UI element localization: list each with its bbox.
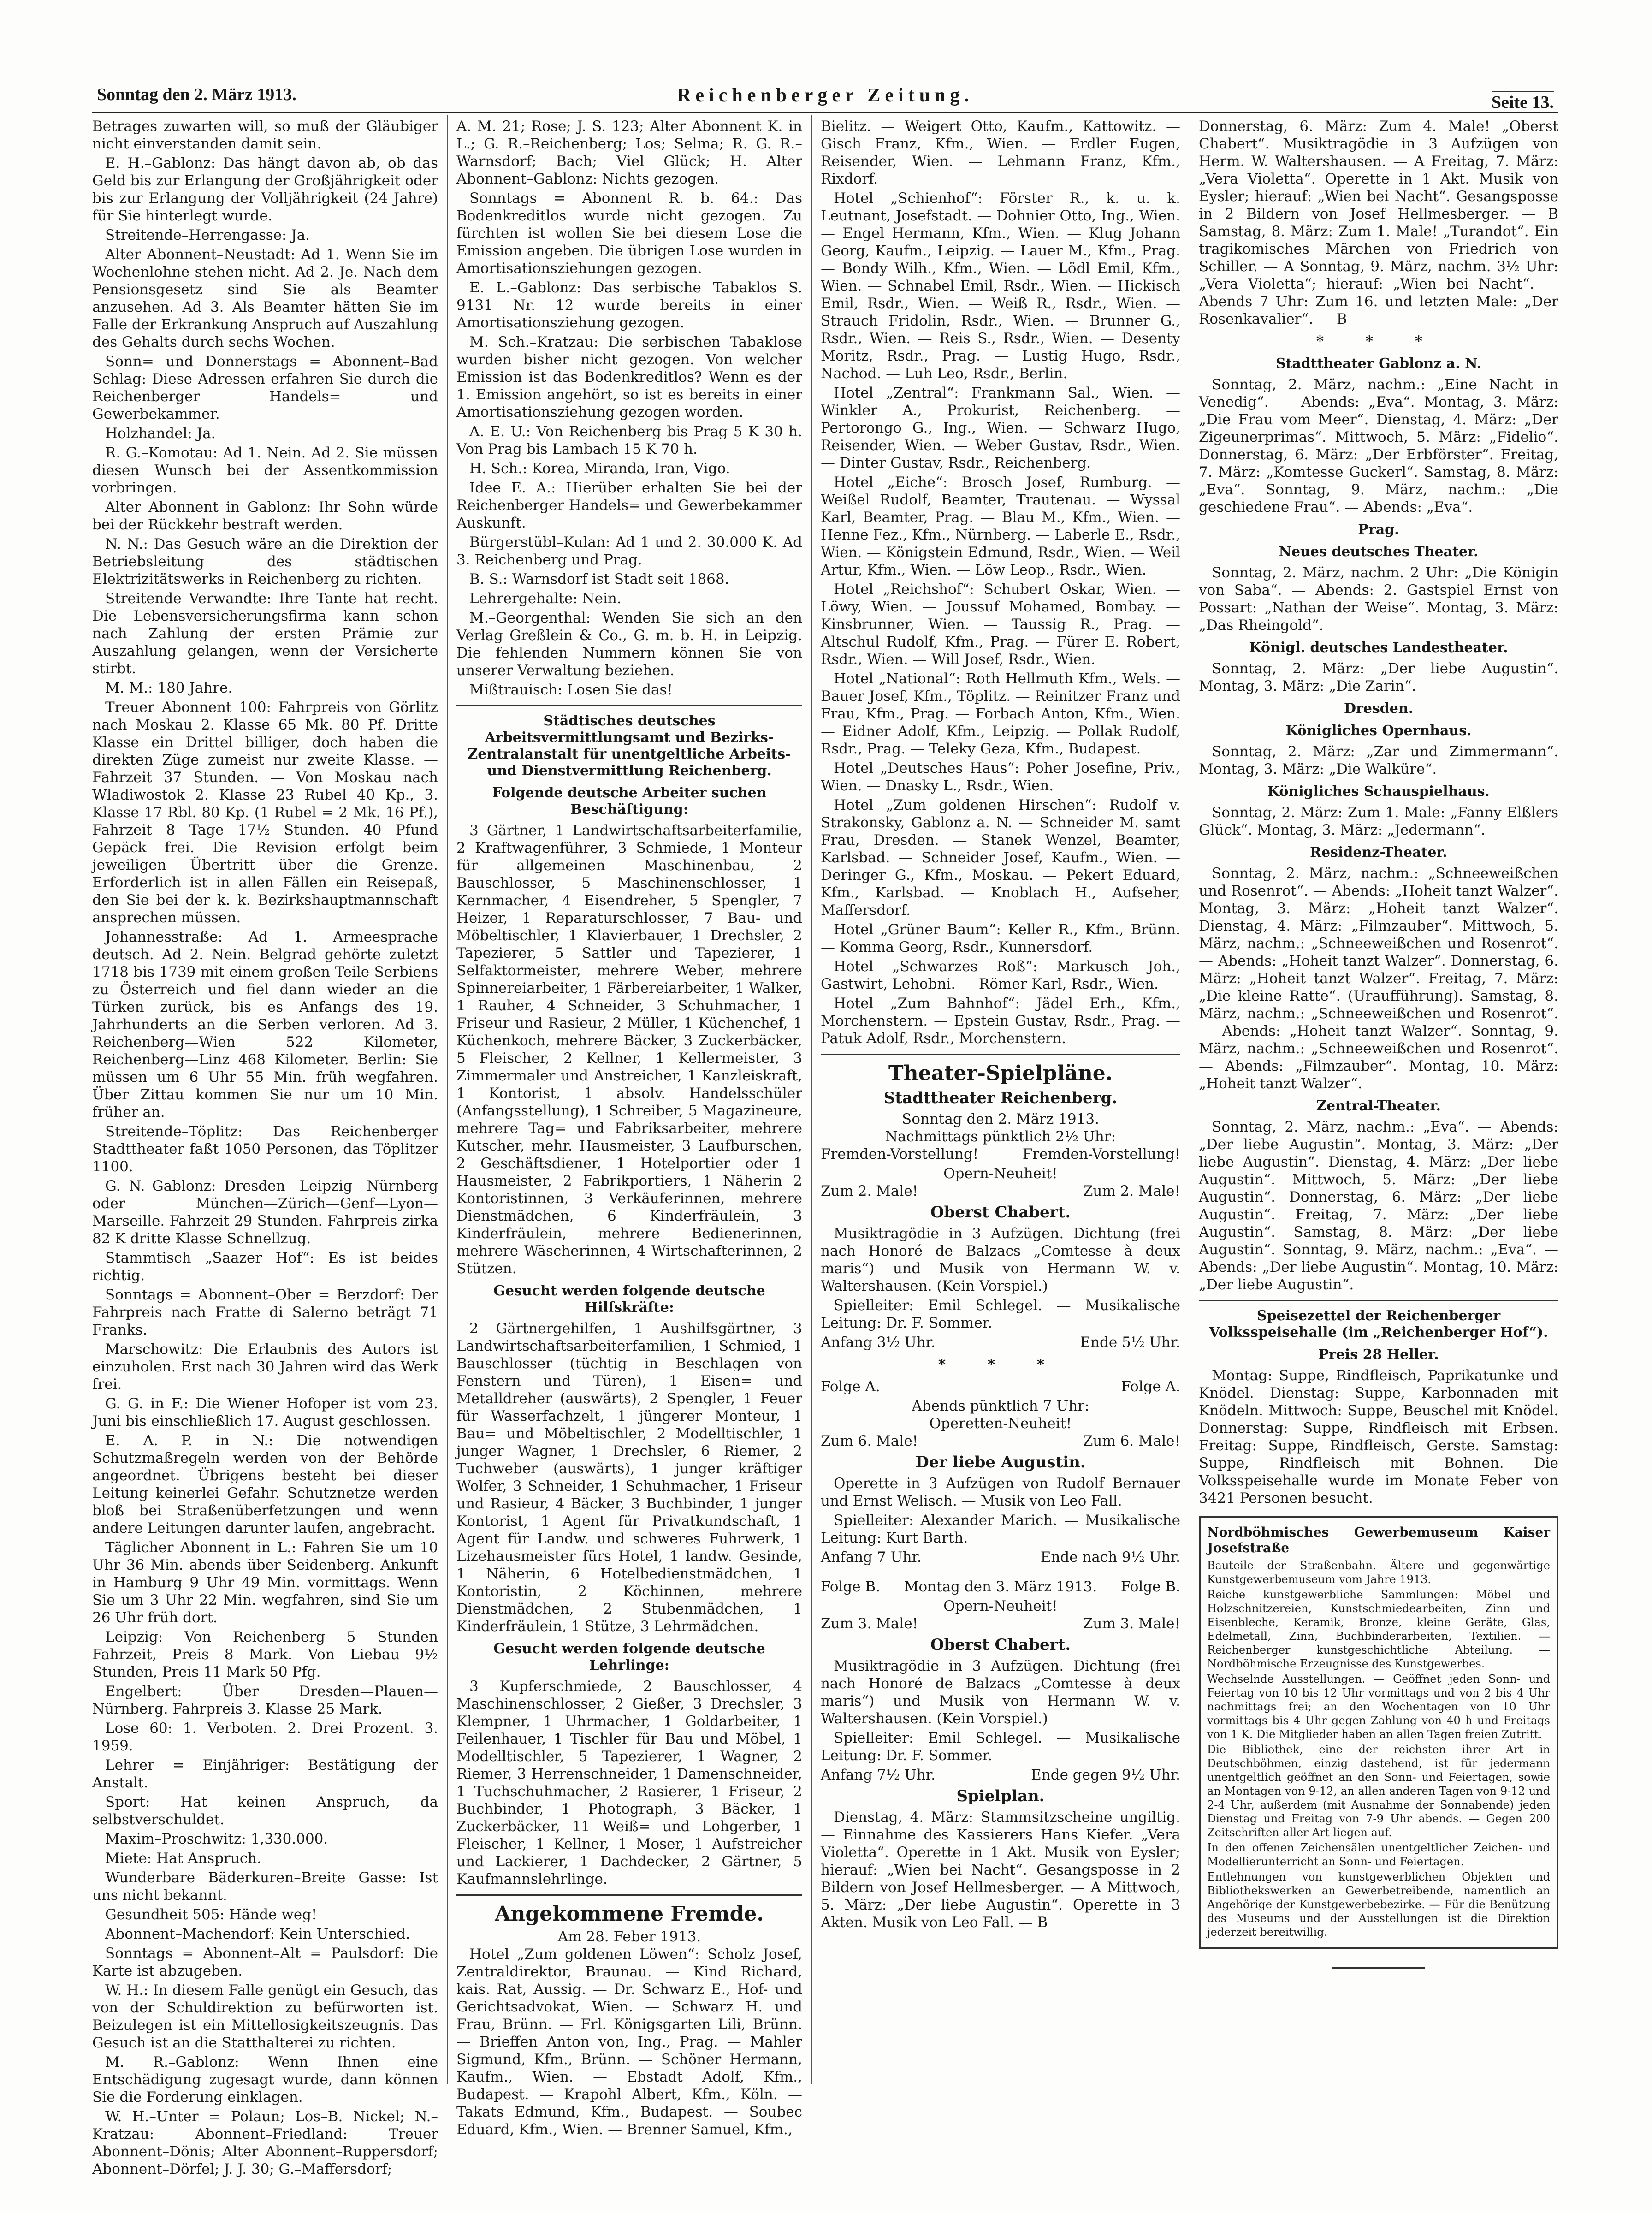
- museum-title: Nordböhmisches Gewerbemuseum Kaiser Josefstraße: [1207, 1525, 1550, 1555]
- spielplan-text: Dienstag, 4. März: Stammsitzscheine ungiltig. — Einnahme des Kassierers Hans Kiefer. „Vera Violetta“. Operette in 1 Akt. Musik von Eysler; hierauf: „Wien bei Nacht“. Gesangsposse in 2 Bildern von Josef Hellmesberger. — A Mittwoch, 5. März: „Der liebe Augustin“. Operette in 3 Akten. Musik von Leo Fall. — B: [821, 1809, 1180, 1931]
- answer-paragraph: Alter Abonnent in Gablonz: Ihr Sohn würde bei der Rückkehr bestraft werden.: [92, 499, 438, 533]
- column-divider: [447, 115, 448, 2084]
- answer-paragraph: Abonnent–Machendorf: Kein Unterschied.: [105, 1926, 410, 1942]
- play-staff: Spielleiter: Emil Schlegel. — Musikalische Leitung: Dr. F. Sommer.: [821, 1297, 1180, 1331]
- program-row: [821, 1549, 1180, 1566]
- column-divider: [811, 115, 812, 2084]
- answer-paragraph: Holzhandel: Ja.: [105, 425, 216, 442]
- hotel-guest-list: Hotel „Schienhof“: Förster R., k. u. k. Leutnant, Josefstadt. — Dohnier Otto, Ing., Wien. — Engel Hermann, Kfm., Wien. — Klug Johann Georg, Kaufm., Leipzig. — Lauer M., Kfm., Prag. — Bondy Wilh., Kfm., Wien. — Lödl Emil, Kfm., Wien. — Schnabel Emil, Rsdr., Wien. — Hickisch Emil, Rsdr., Wien. — Weiß R., Rsdr., Wien. — Strauch Fridolin, Rsdr., Wien. — Brunner G., Rsdr., Wien. — Reis S., Rsdr., Wien. — Desenty Moritz, Rsdr., Prag. — Lustig Hugo, Rsdr., Nachod. — Luh Leo, Rsdr., Berlin.: [821, 190, 1180, 382]
- program-row: [821, 1334, 1180, 1351]
- theater-program: Sonntag, 2. März: „Der liebe Augustin“. Montag, 3. März: „Die Zarin“.: [1199, 660, 1558, 694]
- row-right: Ende gegen 9½ Uhr.: [1031, 1767, 1180, 1783]
- theater-program: Sonntag, 2. März: Zum 1. Male: „Fanny Elßlers Glück“. Montag, 3. März: „Jedermann“.: [1199, 804, 1558, 838]
- hotel-guest-list: Hotel „Zum goldenen Hirschen“: Rudolf v. Strakonsky, Gablonz a. N. — Schneider M. samt Frau, Dresden. — Stanek Wenzel, Beamter, Karlsbad. — Schneider Josef, Kaufm., Wien. — Deringer G., Kfm., Moskau. — Pekert Eduard, Kfm., Karlsbad. — Knoblach H., Aufseher, Maffersdorf.: [821, 797, 1180, 919]
- answer-paragraph: M. M.: 180 Jahre.: [105, 680, 233, 696]
- page-header: [97, 84, 1554, 112]
- museum-text: Entlehnungen von kunstgewerblichen Objekten und Bibliothekswerken an Gewerbetreibende, namentlich an Angehörige der Kunstgewerbebezirke. — Für die Benützung des Museums und der Ausstellungen ist die Direktion jederzeit bereitwillig.: [1207, 1870, 1550, 1939]
- answer-paragraph: Idee E. A.: Hierüber erhalten Sie bei der Reichenberger Handels= und Gewerbekammer Auskunft.: [456, 480, 802, 531]
- separator-stars: * * *: [1316, 333, 1441, 350]
- hotel-guest-list: Hotel „National“: Roth Hellmuth Kfm., Wels. — Bauer Josef, Kfm., Töplitz. — Reinitzer Franz und Frau, Kfm., Prag. — Forbach Anton, Kfm., Wien. — Eidner Adolf, Kfm., Leipzig. — Pollak Rudolf, Rsdr., Prag. — Teleky Geza, Kfm., Budapest.: [821, 670, 1180, 757]
- play-staff: Spielleiter: Emil Schlegel. — Musikalische Leitung: Dr. F. Sommer.: [821, 1730, 1180, 1764]
- arbeitsamt-list: 3 Kupferschmiede, 2 Bauschlosser, 4 Maschinenschlosser, 2 Gießer, 3 Drechsler, 3 Klempner, 1 Uhrmacher, 1 Goldarbeiter, 1 Feilenhauer, 1 Tischler für Bau und Möbel, 1 Modelltischler, 5 Tapezierer, 1 Wagner, 2 Riemer, 3 Herrenschneider, 1 Damenschneider, 1 Tuchschuhmacher, 2 Rasierer, 1 Friseur, 2 Buchbinder, 1 Photograph, 3 Bäcker, 1 Zuckerbäcker, 11 Weiß= und Lohgerber, 1 Fleischer, 1 Kellner, 1 Moser, 1 Aufstreicher und Lackierer, 1 Dachdecker, 2 Gärtner, 5 Kaufmannslehrlinge.: [456, 1678, 802, 1887]
- answer-paragraph: Streitende Verwandte: Ihre Tante hat recht. Die Lebensversicherungsfirma kann schon nach Zahlung der ersten Prämie zur Auszahlung gelangen, wenn der Versicherte stirbt.: [92, 590, 438, 677]
- answer-paragraph: E. L.–Gablonz: Das serbische Tabaklos S. 9131 Nr. 12 wurde bereits in einer Amortisationsziehung gezogen.: [456, 279, 802, 331]
- theater-program: Sonntag, 2. März, nachm.: „Eine Nacht in Venedig“. — Abends: „Eva“. Montag, 3. März: „Die Frau vom Meer“. Dienstag, 4. März: „Der Zigeunerprimas“. Mittwoch, 5. März: „Fidelio“. Donnerstag, 6. März: „Der Erbförster“. Freitag, 7. März: „Komtesse Guckerl“. Samstag, 8. März: „Eva“. Sonntag, 9. März, nachm.: „Die geschiedene Frau“. — Abends: „Eva“.: [1199, 376, 1558, 516]
- answer-paragraph: H. Sch.: Korea, Miranda, Iran, Vigo.: [469, 460, 730, 477]
- museum-text: Wechselnde Ausstellungen. — Geöffnet jeden Sonn- und Feiertag von 10 bis 12 Uhr vormittags und von 2 bis 4 Uhr nachmittags frei; an den Wochentagen von 10 Uhr vormittags bis 4 Uhr gegen Zahlung von 40 h und Freitags von 1 K. Die Mitglieder haben an allen Tagen freien Zutritt.: [1207, 1673, 1550, 1741]
- column-1-briefkasten: [92, 118, 438, 2177]
- speisezettel-menu: Montag: Suppe, Rindfleisch, Paprikatunke und Knödel. Dienstag: Suppe, Karbonnaden mit Knödeln. Mittwoch: Suppe, Beuschel mit Knödel. Donnerstag: Suppe, Rindfleisch mit Erbsen. Freitag: Suppe, Rindfleisch, Gerste. Samstag: Suppe, Rindfleisch mit Bohnen. Die Volksspeisehalle wurde im Monate Feber von 3421 Personen besucht.: [1199, 1367, 1558, 1507]
- answer-paragraph: W. H.: In diesem Falle genügt ein Gesuch, das von der Schuldirektion zu befürworten ist. Beizulegen ist ein Mittellosigkeitszeugnis. Das Gesuch ist an die Statthalterei zu richten.: [92, 1982, 438, 2051]
- column-3: [821, 118, 1180, 2080]
- answer-paragraph: Betrages zuwarten will, so muß der Gläubiger nicht einverstanden damit sein.: [92, 118, 438, 152]
- answer-paragraph: Johannesstraße: Ad 1. Armeesprache deutsch. Ad 2. Nein. Belgrad gehörte zuletzt 1718 bis 1739 mit einem großen Teile Serbiens zu Österreich und fiel dann wieder an die Türken zurück, bis es Anfangs des 19. Jahrhunderts an die Serben verloren. Ad 3. Reichenberg—Wien 522 Kilometer, Reichenberg—Linz 468 Kilometer. Berlin: Sie müssen um 6 Uhr 55 Min. früh wegfahren. Über Zittau kommen Sie nur um 10 Min. früher an.: [92, 929, 438, 1121]
- row-left: Anfang 3½ Uhr.: [821, 1334, 936, 1351]
- row-right: Folge A.: [1121, 1378, 1180, 1395]
- header-rule: [92, 112, 1558, 113]
- answer-paragraph: R. G.–Komotau: Ad 1. Nein. Ad 2. Sie müssen diesen Wunsch bei der Assentkommission vorbringen.: [92, 445, 438, 496]
- answer-paragraph: W. H.–Unter = Polaun; Los–B. Nickel; N.–Kratzau: Abonnent–Friedland: Treuer Abonnent–Dönis; Alter Abonnent–Ruppersdorf; Abonnent–Dörfel; J. J. 30; G.–Maffersdorf;: [92, 2108, 438, 2177]
- theater-title-landes: Königl. deutsches Landestheater.: [1249, 640, 1508, 656]
- row-left: Zum 3. Male!: [821, 1615, 918, 1632]
- arbeitsamt-title: Städtisches deutsches Arbeitsvermittlungsamt und Bezirks-Zentralanstalt für unentgeltliche Arbeits- und Dienstvermittlung Reichenberg.: [468, 713, 791, 779]
- section-rule: [456, 705, 802, 706]
- row-right: Folge B.: [1120, 1578, 1180, 1595]
- arbeitsamt-list: 2 Gärtnergehilfen, 1 Aushilfsgärtner, 3 Landwirtschaftsarbeiterfamilien, 1 Schmied, 1 Bauschlosser (tüchtig in Beschlagen von Fenstern und Türen), 1 Eisen= und Metalldreher (auswärts), 2 Spengler, 1 Feuer für Wasserfachzelt, 1 jüngerer Monteur, 1 Bau= und Möbeltischler, 2 Modelltischler, 1 junger Wagner, 1 Drechsler, 6 Riemer, 2 Tuchweber (auswärts), 1 junger kräftiger Wolfer, 3 Schneider, 1 Schuhmacher, 1 Friseur und Rasieur, 4 Bäcker, 3 Buchbinder, 1 junger Kontorist, 1 Agent für Privatkundschaft, 1 Agent für Landw. und schweres Fuhrwerk, 1 Lizehausmeister fürs Hotel, 1 landw. Gesinde, 1 Näherin, 6 Hotelbedienstmädchen, 1 Kontoristin, 2 Köchinnen, mehrere Dienstmädchen, 2 Stubenmädchen, 1 Kinderfräulein, 1 Stütze, 3 Lehrmädchen.: [456, 1320, 802, 1635]
- row-left: Fremden-Vorstellung!: [821, 1146, 979, 1163]
- answer-paragraph: Bürgerstübl–Kulan: Ad 1 und 2. 30.000 K. Ad 3. Reichenberg und Prag.: [456, 534, 802, 568]
- program-row: [821, 1766, 1180, 1784]
- theater-program: Sonntag, 2. März, nachm.: „Schneeweißchen und Rosenrot“. — Abends: „Hoheit tanzt Walzer“. Montag, 3. März: „Hoheit tanzt Walzer“. Dienstag, 4. März: „Filmzauber“. Mittwoch, 5. März, nachm.: „Schneeweißchen und Rosenrot“. — Abends: „Hoheit tanzt Walzer“. Donnerstag, 6. März: „Hoheit tanzt Walzer“. Freitag, 7. März: „Die kleine Ratte“. (Uraufführung). Samstag, 8. März, nachm.: „Schneeweißchen und Rosenrot“. — Abends: „Hoheit tanzt Walzer“. Sonntag, 9. März, nachm.: „Schneeweißchen und Rosenrot“. — Abends: „Filmzauber“. Montag, 10. März: „Hoheit tanzt Walzer“.: [1199, 865, 1558, 1092]
- end-rule: [1332, 1967, 1425, 1969]
- play-description: Musiktragödie in 3 Aufzügen. Dichtung (frei nach Honoré de Balzacs „Comtesse à deux maris“) und Musik von Hermann W. v. Waltershausen. (Kein Vorspiel.): [821, 1658, 1180, 1727]
- hotel-guest-list: Hotel „Reichshof“: Schubert Oskar, Wien. — Löwy, Wien. — Joussuf Mohamed, Bombay. — Kinsbrunner, Wien. — Taussig R., Prag. — Altschul Rudolf, Kfm., Prag. — Fürer E. Robert, Rsdr., Wien. — Will Josef, Rsdr., Wien.: [821, 581, 1180, 668]
- row-right: Zum 6. Male!: [1083, 1433, 1180, 1449]
- answer-paragraph: Streitende–Herrengasse: Ja.: [105, 227, 310, 243]
- answer-paragraph: Stammtisch „Saazer Hof“: Es ist beides richtig.: [92, 1250, 438, 1284]
- answer-paragraph: Marschowitz: Die Erlaubnis des Autors ist einzuholen. Erst nach 30 Jahren wird das Werk frei.: [92, 1341, 438, 1393]
- hotel-guest-list: Hotel „Grüner Baum“: Keller R., Kfm., Brünn. — Komma Georg, Rsdr., Kunnersdorf.: [821, 921, 1180, 955]
- hotel-guest-list: Hotel „Schwarzes Roß“: Markusch Joh., Gastwirt, Lehobni. — Römer Karl, Rsdr., Wien.: [821, 958, 1180, 992]
- program-row: [821, 1432, 1180, 1450]
- answer-paragraph: A. E. U.: Von Reichenberg bis Prag 5 K 30 h. Von Prag bis Lambach 15 K 70 h.: [456, 423, 802, 457]
- answer-paragraph: E. H.–Gablonz: Das hängt davon ab, ob das Geld bis zur Erlangung der Großjährigkeit oder bis zur Erlangung der Volljährigkeit (24 Jahre) für Sie hinterlegt wurde.: [92, 155, 438, 224]
- program-row: [821, 1378, 1180, 1395]
- program-time: Abends pünktlich 7 Uhr:: [912, 1398, 1089, 1414]
- answer-paragraph: B. S.: Warnsdorf ist Stadt seit 1868.: [469, 571, 729, 587]
- spielplan-text: Donnerstag, 6. März: Zum 4. Male! „Oberst Chabert“. Musiktragödie in 3 Aufzügen von Herm. W. Waltershausen. — A Freitag, 7. März: „Vera Violetta“. Operette in 1 Akt. Musik von Eysler; hierauf: „Wien bei Nacht“. Gesangsposse in 2 Bildern von Josef Hellmesberger. — B Samstag, 8. März: Zum 1. Male! „Turandot“. Ein tragikomisches Märchen von Friedrich von Schiller. — A Sonntag, 9. März, nachm. 3½ Uhr: „Vera Violetta“; hierauf: „Wien bei Nacht“. — Abends 7 Uhr: Zum 16. und letzten Male: „Der Rosenkavalier“. — B: [1199, 118, 1558, 327]
- answer-paragraph: E. A. P. in N.: Die notwendigen Schutzmaßregeln werden von der Behörde angeordnet. Übrigens besteht bei dieser Leitung keinerlei Gefahr. Schutznetze werden bloß bei Straßenüberfetzungen und wenn andere Leitungen darunter laufen, angebracht.: [92, 1432, 438, 1537]
- answer-paragraph: Leipzig: Von Reichenberg 5 Stunden Fahrzeit, Preis 8 Mark. Von Liebau 9½ Stunden, Preis 11 Mark 50 Pfg.: [92, 1629, 438, 1680]
- answer-paragraph: Gesundheit 505: Hände weg!: [105, 1906, 317, 1923]
- theater-title-neues: Neues deutsches Theater.: [1279, 544, 1479, 560]
- row-right: Zum 3. Male!: [1083, 1615, 1180, 1632]
- hotel-guest-list: Bielitz. — Weigert Otto, Kaufm., Kattowitz. — Gisch Franz, Kfm., Wien. — Erdler Eugen, Reisender, Wien. — Lehmann Franz, Kfm., Rixdorf.: [821, 118, 1180, 187]
- theater-title-zentral: Zentral-Theater.: [1316, 1098, 1441, 1114]
- theater-program: Sonntag, 2. März, nachm.: „Eva“. — Abends: „Der liebe Augustin“. Montag, 3. März: „Der liebe Augustin“. Dienstag, 4. März: „Der liebe Augustin“. Mittwoch, 5. März: „Der liebe Augustin“. Donnerstag, 6. März: „Der liebe Augustin“. Freitag, 7. März: „Der liebe Augustin“. Samstag, 8. März: „Der liebe Augustin“. Sonntag, 9. März, nachm.: „Eva“. — Abends: „Der liebe Augustin“. Montag, 10. März: „Der liebe Augustin“.: [1199, 1119, 1558, 1293]
- section-rule: [456, 1894, 802, 1896]
- answer-paragraph: M. Sch.–Kratzau: Die serbischen Tabaklose wurden bisher nicht gezogen. Von welcher Emission ist das Bodenkreditlos? Wenn es der 1. Emission angehört, so ist es bereits in einer Amortisationsziehung gezogen worden.: [456, 334, 802, 421]
- answer-paragraph: Sonntags = Abonnent R. b. 64.: Das Bodenkreditlos wurde nicht gezogen. Zu fürchten ist wollen Sie bei diesem Lose die Emission angeben. Die übrigen Lose wurden in Amortisationsziehungen gezogen.: [456, 190, 802, 277]
- answer-paragraph: M. R.–Gablonz: Wenn Ihnen eine Entschädigung zugesagt wurde, dann können Sie die Forderung einklagen.: [92, 2054, 438, 2106]
- answer-paragraph: G. G. in F.: Die Wiener Hofoper ist vom 23. Juni bis einschließlich 17. August geschlossen.: [92, 1395, 438, 1430]
- theater-program: Sonntag, 2. März: „Zar und Zimmermann“. Montag, 3. März: „Die Walküre“.: [1199, 743, 1558, 777]
- program-row: [821, 1578, 1180, 1596]
- speisezettel-title: Speisezettel der Reichenberger Volksspeisehalle (im „Reichenberger Hof“).: [1209, 1308, 1548, 1341]
- answer-paragraph: Sonn= und Donnerstags = Abonnent–Bad Schlag: Diese Adressen erfahren Sie durch die Reichenberger Handels= und Gewerbekammer.: [92, 353, 438, 422]
- program-note: Opern-Neuheit!: [943, 1598, 1058, 1614]
- column-4: [1199, 118, 1558, 2080]
- museum-text: Reiche kunstgewerbliche Sammlungen: Möbel und Holzschnitzereien, Kunstschmiedearbeiten, Zinn und Eisenbleche, Keramik, Bronze, kleine Geräte, Glas, Edelmetall, Zinn, Buchbinderarbeiten, Textilien. — Reichenberger kunstgeschichtliche Abteilung. — Nordböhmische Erzeugnisse des Kunstgewerbes.: [1207, 1588, 1550, 1670]
- theater-subtitle: Stadttheater Reichenberg.: [883, 1089, 1118, 1107]
- program-row: [821, 1615, 1180, 1632]
- theater-title-schauspiel: Königliches Schauspielhaus.: [1267, 783, 1490, 800]
- program-note: Operetten-Neuheit!: [929, 1415, 1072, 1432]
- section-rule: [1199, 1300, 1558, 1301]
- section-rule: [821, 1054, 1180, 1055]
- program-note: Opern-Neuheit!: [943, 1165, 1058, 1182]
- hotel-guest-list: Hotel „Zentral“: Frankmann Sal., Wien. — Winkler A., Prokurist, Reichenberg. — Pertorongo G., Ing., Wien. — Schwarz Hugo, Reisender, Wien. — Weber Gustav, Rsdr., Wien. — Dinter Gustav, Rsdr., Reichenberg.: [821, 385, 1180, 471]
- play-staff: Spielleiter: Alexander Marich. — Musikalische Leitung: Kurt Barth.: [821, 1512, 1180, 1546]
- row-left: Anfang 7 Uhr.: [821, 1549, 922, 1566]
- arbeitsamt-heading-lehrlinge: Gesucht werden folgende deutsche Lehrlinge:: [493, 1641, 765, 1673]
- answer-paragraph: Maxim–Proschwitz: 1,330.000.: [105, 1831, 328, 1847]
- header-page-number: Seite 13.: [1492, 91, 1554, 113]
- speisezettel-price: Preis 28 Heller.: [1318, 1347, 1439, 1363]
- arbeitsamt-heading-suchen: Folgende deutsche Arbeiter suchen Beschäftigung:: [492, 785, 767, 818]
- row-center: Montag den 3. März 1913.: [904, 1578, 1097, 1595]
- answer-paragraph: N. N.: Das Gesuch wäre an die Direktion der Betriebsleitung des städtischen Elektrizitätswerks in Reichenberg zu richten.: [92, 536, 438, 587]
- answer-paragraph: Treuer Abonnent 100: Fahrpreis von Görlitz nach Moskau 2. Klasse 65 Mk. 80 Pf. Dritte Klasse ein Drittel billiger, doch haben die direkten Züge zumeist nur zweite Klasse. — Fahrzeit 37 Stunden. — Von Moskau nach Wladiwostok 2. Klasse 23 Rubel 40 Kp., 3. Klasse 17 Rbl. 80 Kp. (1 Rubel = 2 Mk. 16 Pf.), Fahrzeit 8 Tage 17½ Stunden. 40 Pfund Gepäck frei. Die Revision erfolgt beim jeweiligen Übertritt über die Grenze. Erforderlich ist in allen Fällen ein Reisepaß, den Sie bei der k. k. Bezirkshauptmannschaft ansprechen müssen.: [92, 699, 438, 926]
- program-date: Sonntag den 2. März 1913.: [902, 1111, 1099, 1127]
- answer-paragraph: Lehrer = Einjähriger: Bestätigung der Anstalt.: [92, 1757, 438, 1791]
- play-title: Der liebe Augustin.: [915, 1453, 1086, 1471]
- answer-paragraph: Täglicher Abonnent in L.: Fahren Sie um 10 Uhr 36 Min. abends über Seidenberg. Ankunft in Hamburg 9 Uhr 49 Min. vormittags. Wenn Sie um 3 Uhr 22 Min. wegfahren, sind Sie um 26 Uhr früh dort.: [92, 1539, 438, 1626]
- answer-paragraph: Sonntags = Abonnent–Alt = Paulsdorf: Die Karte ist abzugeben.: [92, 1945, 438, 1979]
- play-title: Oberst Chabert.: [930, 1203, 1071, 1222]
- play-description: Musiktragödie in 3 Aufzügen. Dichtung (frei nach Honoré de Balzacs „Comtesse à deux maris“) und Musik von Hermann W. v. Waltershausen. (Kein Vorspiel.): [821, 1225, 1180, 1294]
- museum-notice-box: [1199, 1516, 1558, 1949]
- hotel-guest-list: Hotel „Deutsches Haus“: Poher Josefine, Priv., Wien. — Dnasky L., Rsdr., Wien.: [821, 760, 1180, 794]
- arbeitsamt-heading-hilfskraefte: Gesucht werden folgende deutsche Hilfskräfte:: [493, 1283, 765, 1316]
- answer-paragraph: Alter Abonnent–Neustadt: Ad 1. Wenn Sie im Wochenlohne stehen nicht. Ad 2. Je. Nach dem Pensionsgesetz sind Sie als Beamter anzusehen. Ad 3. Als Beamter hätten Sie im Falle der Erkrankung Anspruch auf Auszahlung des Gehalts durch sechs Wochen.: [92, 246, 438, 350]
- answer-paragraph: G. N.–Gablonz: Dresden—Leipzig—Nürnberg oder München—Zürich—Genf—Lyon—Marseille. Fahrzeit 29 Stunden. Fahrpreis zirka 82 K dritte Klasse Schnellzug.: [92, 1178, 438, 1247]
- answer-paragraph: Engelbert: Über Dresden—Plauen—Nürnberg. Fahrpreis 3. Klasse 25 Mark.: [92, 1683, 438, 1717]
- play-title: Oberst Chabert.: [930, 1636, 1071, 1654]
- answer-paragraph: Streitende–Töplitz: Das Reichenberger Stadttheater faßt 1050 Personen, das Töplitzer 1100.: [92, 1123, 438, 1175]
- answer-paragraph: Lose 60: 1. Verboten. 2. Drei Prozent. 3. 1959.: [92, 1720, 438, 1754]
- program-time: Nachmittags pünktlich 2½ Uhr:: [885, 1128, 1116, 1145]
- row-left: Zum 6. Male!: [821, 1433, 918, 1449]
- answer-paragraph: M.–Georgenthal: Wenden Sie sich an den Verlag Greßlein & Co., G. m. b. H. in Leipzig. Die fehlenden Nummern können Sie von unserer Verwaltung beziehen.: [456, 610, 802, 679]
- theater-title-residenz: Residenz-Theater.: [1310, 844, 1447, 860]
- answer-paragraph: Sonntags = Abonnent–Ober = Berzdorf: Der Fahrpreis nach Fratte di Salerno beträgt 71 Franks.: [92, 1287, 438, 1338]
- city-heading-prag: Prag.: [1358, 522, 1399, 538]
- row-right: Fremden-Vorstellung!: [1022, 1146, 1180, 1163]
- row-right: Ende nach 9½ Uhr.: [1040, 1549, 1180, 1566]
- theater-title-oper: Königliches Opernhaus.: [1285, 723, 1472, 739]
- row-left: Folge A.: [821, 1378, 880, 1395]
- header-masthead: Reichenberger Zeitung.: [677, 85, 974, 106]
- arbeitsamt-list: 3 Gärtner, 1 Landwirtschaftsarbeiterfamilie, 2 Kraftwagenführer, 3 Schmiede, 1 Monteur für allgemeinen Maschinenbau, 2 Bauschlosser, 5 Maschinenschlosser, 1 Kernmacher, 4 Eisendreher, 5 Spengler, 7 Heizer, 1 Reparaturschlosser, 7 Bau- und Möbeltischler, 1 Klavierbauer, 1 Drechsler, 2 Tapezierer, 5 Sattler und Tapezierer, 1 Selfaktormeister, mehrere Weber, mehrere Spinnereiarbeiter, 1 Färbereiarbeiter, 1 Walker, 1 Rauher, 4 Schneider, 3 Schuhmacher, 1 Friseur und Rasieur, 2 Müller, 1 Küchenchef, 1 Küchenkoch, mehrere Bäcker, 3 Zuckerbäcker, 5 Fleischer, 2 Kellner, 1 Kellermeister, 3 Zimmermaler und Anstreicher, 1 Kanzleiskraft, 1 Kontorist, 1 absolv. Handelsschüler (Anfangsstellung), 1 Schreiber, 5 Magazineure, mehrere Tag= und Fabriksarbeiter, mehrere Kutscher, mehr. Hausmeister, 3 Laufburschen, 2 Geschäftsdiener, 1 Hotelportier oder 1 Hausmeister, 2 Fabrikportiers, 1 Näherin 2 Kontoristinnen, 3 Verkäuferinnen, mehrere Dienstmädchen, 6 Kinderfräulein, 3 Kinderfräulein, mehrere Bedienerinnen, mehrere Wäscherinnen, 4 Wirtschafterinnen, 2 Stützen.: [456, 822, 802, 1277]
- answer-paragraph: Sport: Hat keinen Anspruch, da selbstverschuldet.: [92, 1794, 438, 1828]
- fremde-date: Am 28. Feber 1913.: [557, 1928, 701, 1945]
- program-row: [821, 1182, 1180, 1200]
- column-2: [456, 118, 802, 2138]
- theater-title: Theater-Spielpläne.: [888, 1062, 1113, 1085]
- answer-paragraph: Mißtrauisch: Losen Sie das!: [469, 682, 673, 698]
- hotel-guest-list: Hotel „Eiche“: Brosch Josef, Rumburg. — Weißel Rudolf, Beamter, Trautenau. — Wyssal Karl, Beamter, Prag. — Blau M., Kfm., Wien. — Henne Fez., Kfm., Nürnberg. — Laberle E., Rsdr., Wien. — Königstein Edmund, Rsdr., Wien. — Weil Artur, Kfm., Wien. — Löw Leop., Rsdr., Wien.: [821, 474, 1180, 578]
- city-heading-dresden: Dresden.: [1344, 700, 1414, 717]
- answer-paragraph: Wunderbare Bäderkuren–Breite Gasse: Ist uns nicht bekannt.: [92, 1869, 438, 1904]
- header-date: Sonntag den 2. März 1913.: [97, 85, 296, 104]
- museum-text: In den offenen Zeichensälen unentgeltlicher Zeichen- und Modellierunterricht an Sonn- und Feiertagen.: [1207, 1841, 1550, 1868]
- row-left: Folge B.: [821, 1578, 881, 1595]
- row-right: Zum 2. Male!: [1083, 1183, 1180, 1199]
- answer-paragraph: A. M. 21; Rose; J. S. 123; Alter Abonnent K. in L.; G. R.–Reichenberg; Los; Selma; R. G. R.–Warnsdorf; Bach; Viel Glück; H. Alter Abonnent–Gablonz: Nichts gezogen.: [456, 118, 802, 187]
- answer-paragraph: Miete: Hat Anspruch.: [105, 1850, 262, 1867]
- hotel-guest-list: Hotel „Zum goldenen Löwen“: Scholz Josef, Zentraldirektor, Braunau. — Kind Richard, kais. Rat, Aussig. — Dr. Schwarz E., Hof- und Gerichtsadvokat, Wien. — Schwarz H. und Frau, Brünn. — Frl. Königsgarten Lili, Brünn. — Brieffen Anton von, Ing., Prag. — Mahler Sigmund, Kfm., Brünn. — Schöner Hermann, Kaufm., Wien. — Ebstadt Adolf, Kfm., Budapest. — Krapohl Albert, Kfm., Köln. — Takats Edmund, Kfm., Budapest. — Soubec Eduard, Kfm., Wien. — Brenner Samuel, Kfm.,: [456, 1946, 802, 2138]
- hotel-guest-list: Hotel „Zum Bahnhof“: Jädel Erh., Kfm., Morchenstern. — Epstein Gustav, Rsdr., Prag. — Patuk Adolf, Rsdr., Morchenstern.: [821, 995, 1180, 1047]
- row-right: Ende 5½ Uhr.: [1080, 1334, 1180, 1351]
- theater-program: Sonntag, 2. März, nachm. 2 Uhr: „Die Königin von Saba“. — Abends: 2. Gastspiel Ernst von Possart: „Nathan der Weise“. Montag, 3. März: „Das Rheingold“.: [1199, 564, 1558, 634]
- theater-gablonz-title: Stadttheater Gablonz a. N.: [1275, 356, 1482, 372]
- museum-text: Die Bibliothek, eine der reichsten ihrer Art in Deutschböhmen, einzig dastehend, ist für jedermann unentgeltlich geöffnet an den Sonn- und Feiertagen, sowie an Montagen von 9-12, an allen anderen Tagen von 9-12 und 2-4 Uhr, außerdem (mit Ausnahme der Sonnabende) jeden Dienstag und Freitag von 7-9 Uhr abends. — Gegen 200 Zeitschriften aller Art liegen auf.: [1207, 1743, 1550, 1839]
- row-left: Zum 2. Male!: [821, 1183, 918, 1199]
- answer-paragraph: Lehrergehalte: Nein.: [469, 590, 622, 607]
- separator-stars: * * *: [938, 1356, 1063, 1373]
- row-left: Anfang 7½ Uhr.: [821, 1767, 936, 1783]
- spielplan-title: Spielplan.: [956, 1787, 1045, 1805]
- museum-text: Bauteile der Straßenbahn. Ältere und gegenwärtige Kunstgewerbemuseum vom Jahre 1913.: [1207, 1559, 1550, 1586]
- play-description: Operette in 3 Aufzügen von Rudolf Bernauer und Ernst Welisch. — Musik von Leo Fall.: [821, 1475, 1180, 1509]
- fremde-title: Angekommene Fremde.: [495, 1902, 764, 1926]
- program-row: [821, 1145, 1180, 1163]
